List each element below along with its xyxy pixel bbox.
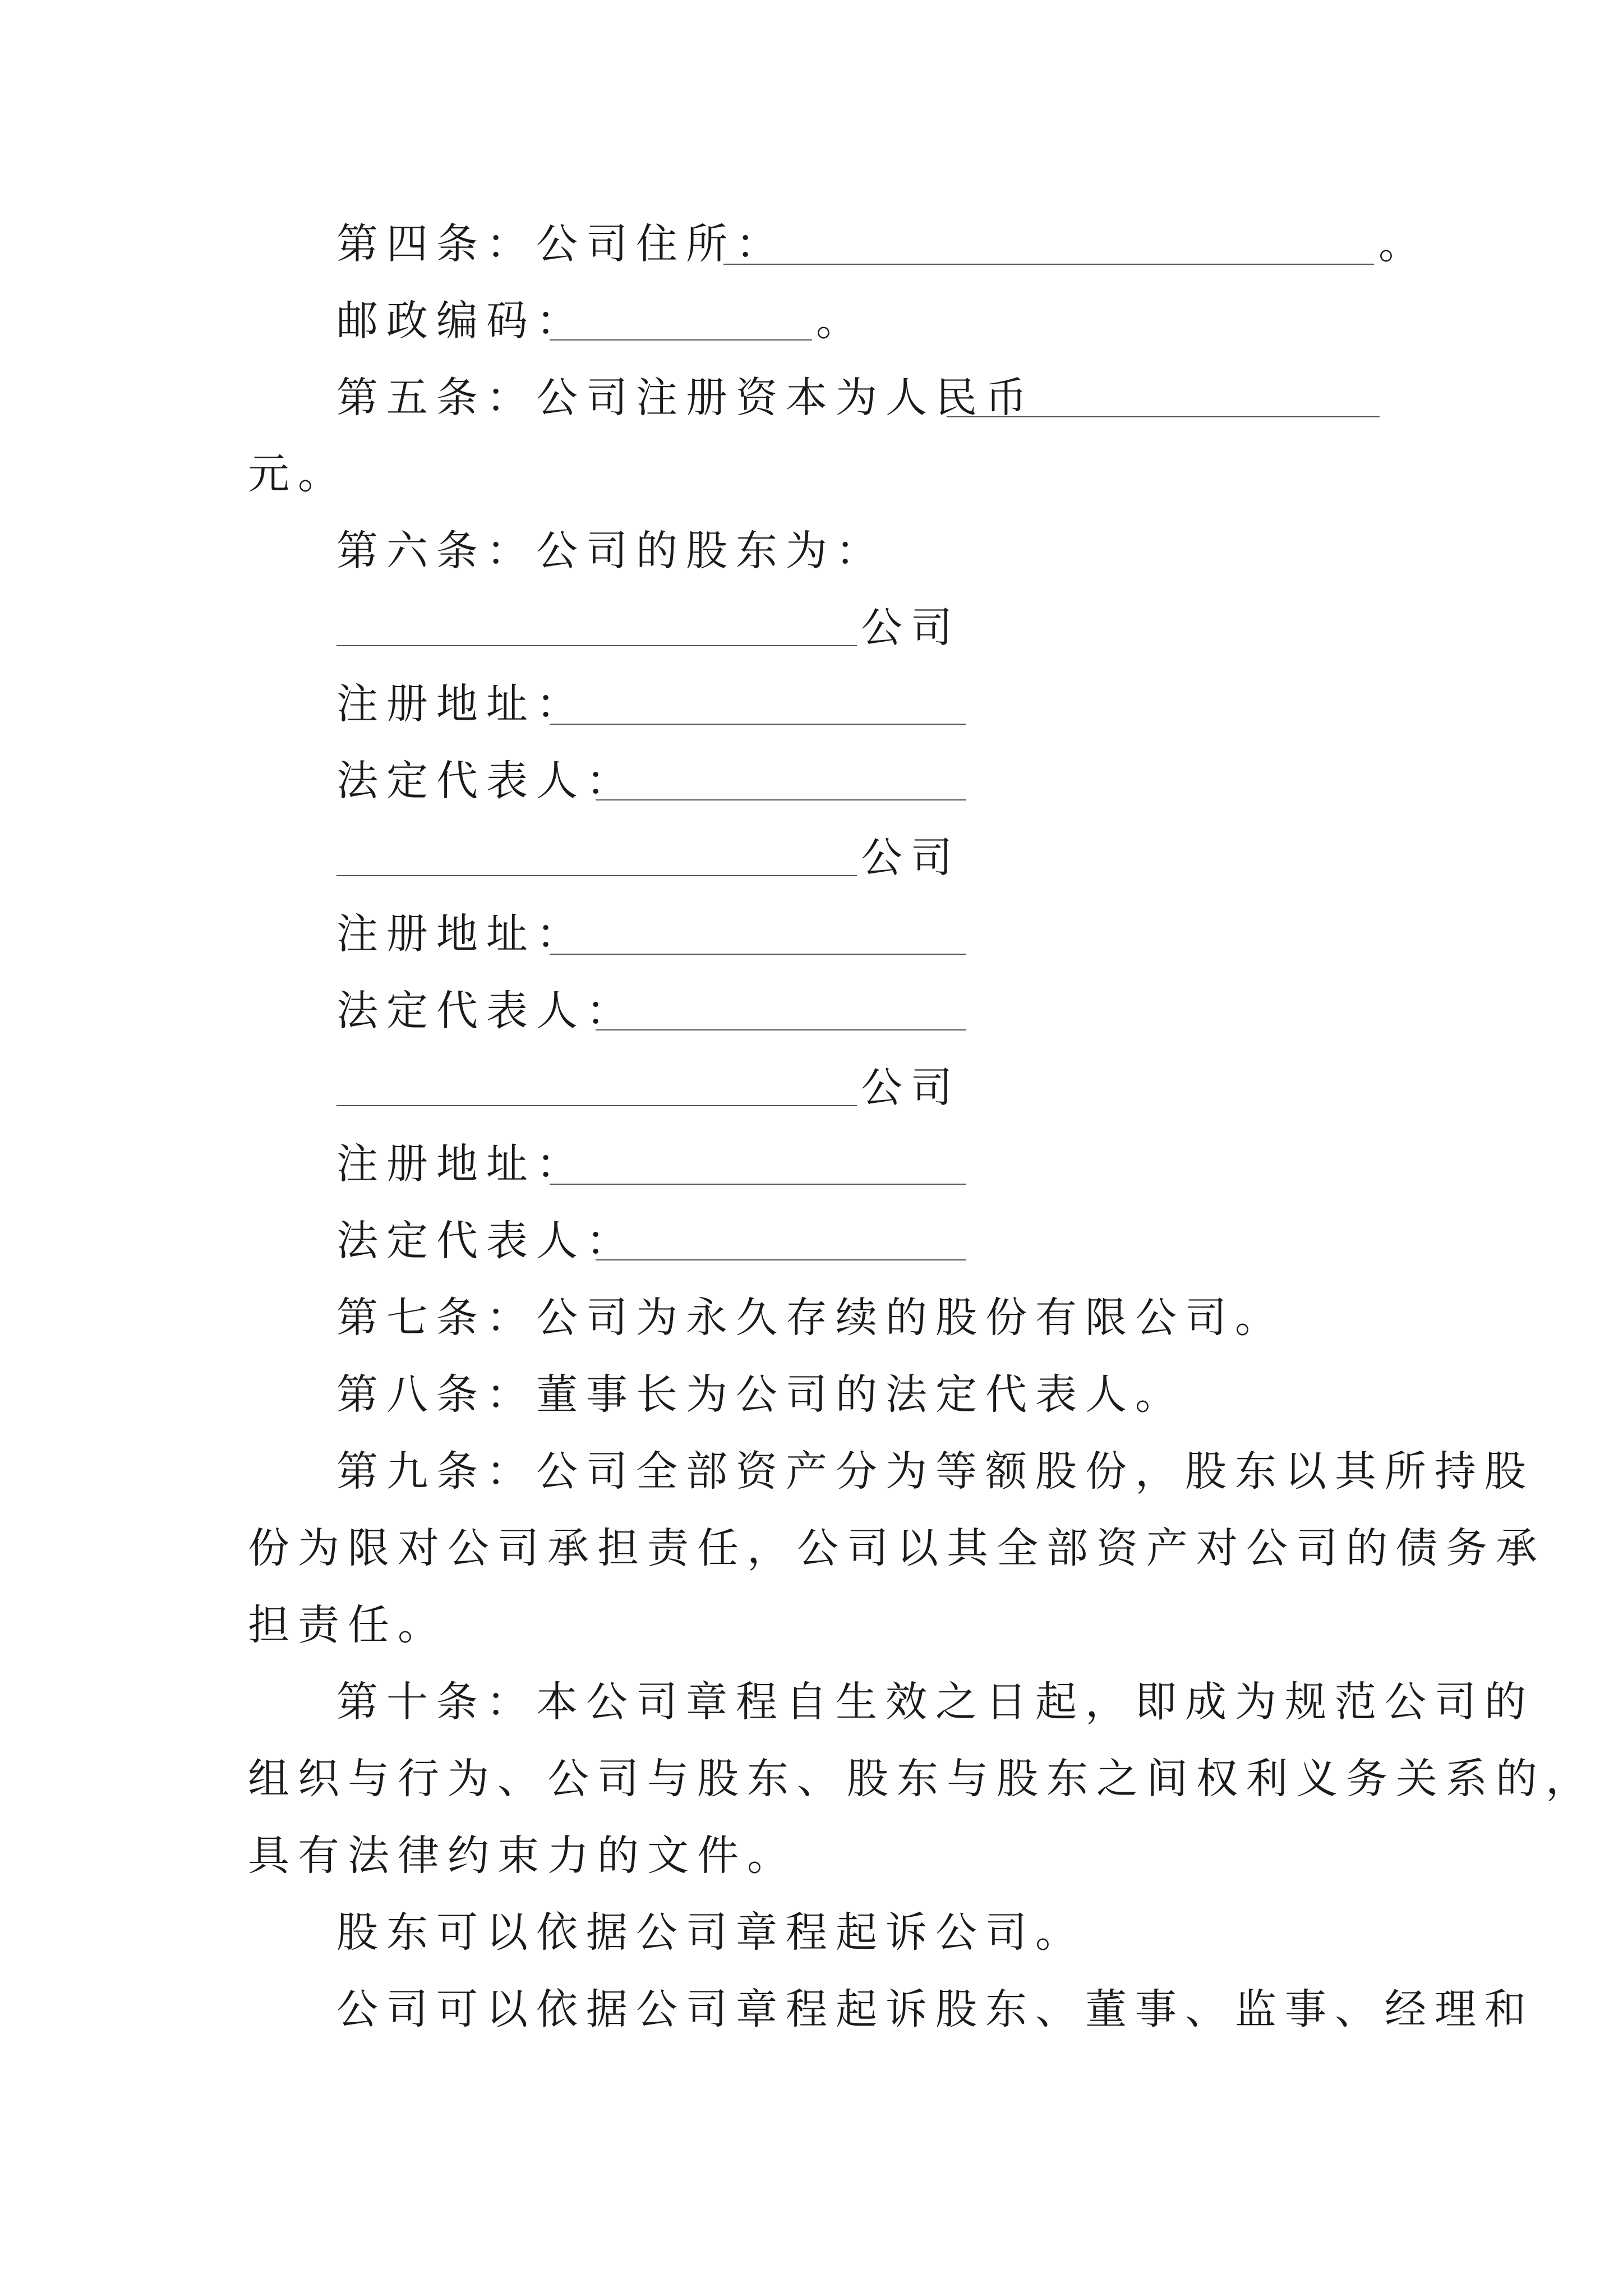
postal-code-label: 邮政编码： bbox=[336, 297, 586, 345]
shareholder-1-company-suffix: 公司 bbox=[861, 604, 961, 652]
article-10-line-3: 具有法律约束力的文件。 bbox=[248, 1832, 797, 1880]
article-5-label: 第五条：公司注册资本为人民币 bbox=[336, 374, 1035, 422]
shareholder-1-company-blank bbox=[336, 645, 857, 646]
article-8: 第八条：董事长为公司的法定代表人。 bbox=[336, 1370, 1185, 1419]
shareholder-3-address-label: 注册地址： bbox=[336, 1140, 586, 1188]
article-10-line-1: 第十条：本公司章程自生效之日起，即成为规范公司的 bbox=[336, 1678, 1534, 1726]
article-9-line-1: 第九条：公司全部资产分为等额股份，股东以其所持股 bbox=[336, 1447, 1534, 1496]
shareholder-1-rep-label: 法定代表人： bbox=[336, 757, 636, 805]
shareholder-2-address-blank bbox=[550, 954, 966, 955]
shareholder-2-address-label: 注册地址： bbox=[336, 910, 586, 958]
article-7: 第七条：公司为永久存续的股份有限公司。 bbox=[336, 1294, 1285, 1342]
article-10-line-2: 组织与行为、公司与股东、股东与股东之间权利义务关系的， bbox=[248, 1755, 1596, 1803]
shareholder-2-rep-label: 法定代表人： bbox=[336, 987, 636, 1035]
article-9-line-2: 份为限对公司承担责任，公司以其全部资产对公司的债务承 bbox=[248, 1524, 1546, 1572]
shareholder-2-company-blank bbox=[336, 875, 857, 876]
address-blank bbox=[723, 264, 1374, 265]
shareholder-3-company-suffix: 公司 bbox=[861, 1064, 961, 1112]
shareholder-2-rep-blank bbox=[596, 1029, 966, 1030]
article-6-label: 第六条：公司的股东为： bbox=[336, 527, 886, 575]
shareholder-1-address-blank bbox=[550, 724, 966, 725]
shareholder-1-rep-blank bbox=[596, 799, 966, 800]
article-9-line-3: 担责任。 bbox=[248, 1601, 448, 1649]
shareholder-sue-company-paragraph: 股东可以依据公司章程起诉公司。 bbox=[336, 1908, 1085, 1957]
shareholder-3-rep-blank bbox=[596, 1259, 966, 1260]
postal-code-end: 。 bbox=[816, 297, 866, 345]
shareholder-3-company-blank bbox=[336, 1105, 857, 1106]
company-sue-shareholders-paragraph: 公司可以依据公司章程起诉股东、董事、监事、经理和 bbox=[336, 1985, 1534, 2033]
shareholder-3-rep-label: 法定代表人： bbox=[336, 1217, 636, 1265]
capital-blank bbox=[947, 416, 1380, 417]
shareholder-2-company-suffix: 公司 bbox=[861, 834, 961, 882]
postal-code-blank bbox=[550, 339, 812, 341]
shareholder-1-address-label: 注册地址： bbox=[336, 680, 586, 728]
article-5-tail: 元。 bbox=[248, 450, 348, 498]
shareholder-3-address-blank bbox=[550, 1184, 966, 1185]
article-4-label: 第四条：公司住所： bbox=[336, 220, 786, 268]
article-4-end: 。 bbox=[1378, 220, 1428, 268]
